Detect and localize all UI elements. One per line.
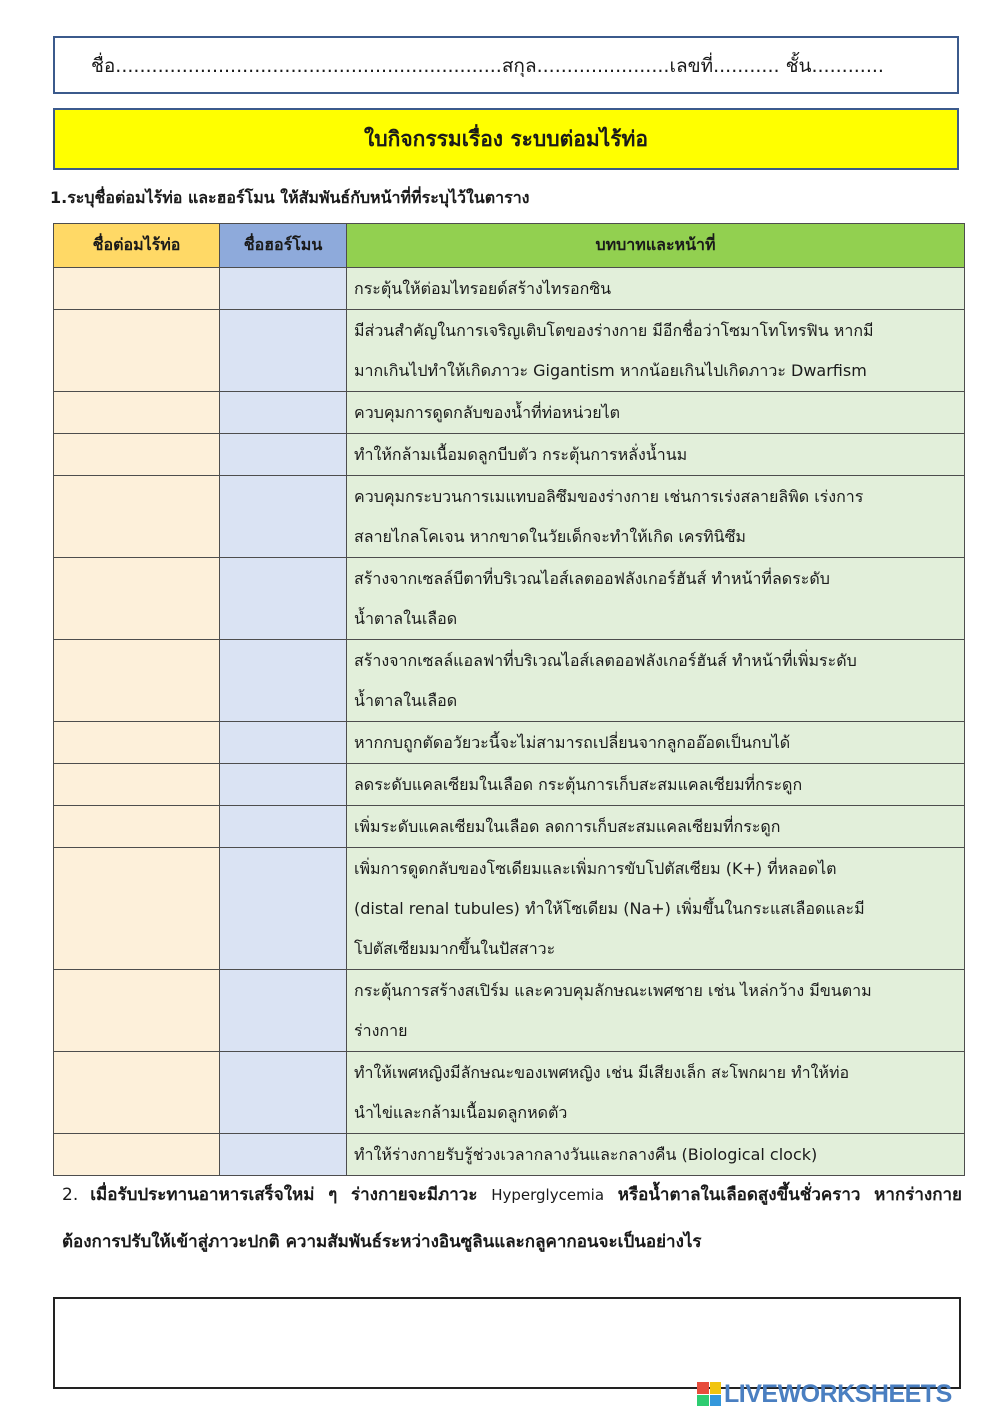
role-description (347, 970, 965, 1052)
header-hormone: ชื่อฮอร์โมน (220, 224, 347, 268)
role-description-line: สร้างจากเซลล์แอลฟาที่บริเวณไอส์เลตออฟลังเกอร์ฮันส์ ทำหน้าที่เพิ่มระดับ (354, 650, 857, 670)
table-row (54, 558, 965, 640)
gland-answer-cell[interactable] (54, 268, 220, 310)
hormone-answer-cell[interactable] (220, 722, 347, 764)
table-body (54, 268, 965, 1176)
role-description-line: สร้างจากเซลล์บีตาที่บริเวณไอส์เลตออฟลังเกอร์ฮันส์ ทำหน้าที่ลดระดับ (354, 568, 830, 588)
table-row (54, 722, 965, 764)
gland-answer-cell[interactable] (54, 1052, 220, 1134)
role-description (347, 558, 965, 640)
role-description-line: ร่างกาย (354, 1020, 408, 1040)
hormone-answer-cell[interactable] (220, 1134, 347, 1176)
table-row (54, 310, 965, 392)
role-description-line: หากกบถูกตัดอวัยวะนี้จะไม่สามารถเปลี่ยนจากลูกออ๊อดเป็นกบได้ (354, 732, 791, 752)
worksheet-title-text: ใบกิจกรรมเรื่อง ระบบต่อมไร้ท่อ (364, 127, 648, 151)
role-description-line: ทำให้เพศหญิงมีลักษณะของเพศหญิง เช่น มีเสียงเล็ก สะโพกผาย ทำให้ท่อ (354, 1062, 850, 1082)
hormone-table (53, 223, 965, 1176)
question-2 (62, 1172, 962, 1266)
table-row (54, 1134, 965, 1176)
gland-answer-cell[interactable] (54, 764, 220, 806)
role-description (347, 434, 965, 476)
role-description-line: กระตุ้นให้ต่อมไทรอยด์สร้างไทรอกซิน (354, 278, 612, 298)
question-2-part1: เมื่อรับประทานอาหารเสร็จใหม่ ๆ ร่างกายจะมีภาวะ (90, 1185, 478, 1205)
table-header-row (54, 224, 965, 268)
hormone-answer-cell[interactable] (220, 1052, 347, 1134)
role-description (347, 806, 965, 848)
table-row (54, 640, 965, 722)
role-description-line: ทำให้ร่างกายรับรู้ช่วงเวลากลางวันและกลางคืน (Biological clock) (354, 1144, 818, 1164)
table-row (54, 970, 965, 1052)
gland-answer-cell[interactable] (54, 806, 220, 848)
role-description-line: น้ำตาลในเลือด (354, 690, 458, 710)
gland-answer-cell[interactable] (54, 392, 220, 434)
hormone-answer-cell[interactable] (220, 764, 347, 806)
role-description-line: โปตัสเซียมมากขึ้นในปัสสาวะ (354, 938, 556, 958)
hormone-answer-cell[interactable] (220, 434, 347, 476)
student-info-text: ชื่อ................................................................สกุล......................เลขที่........... ชั้น............ (91, 55, 884, 77)
role-description (347, 476, 965, 558)
table-row (54, 764, 965, 806)
hormone-answer-cell[interactable] (220, 310, 347, 392)
role-description-line: เพิ่มการดูดกลับของโซเดียมและเพิ่มการขับโปตัสเซียม (K+) ที่หลอดไต (354, 858, 837, 878)
role-description-line: สลายไกลโคเจน หากขาดในวัยเด็กจะทำให้เกิด เครทินิซึม (354, 526, 746, 546)
role-description-line: ทำให้กล้ามเนื้อมดลูกบีบตัว กระตุ้นการหลั่งน้ำนม (354, 444, 688, 464)
logo-mark-icon (697, 1382, 721, 1406)
hormone-answer-cell[interactable] (220, 848, 347, 970)
role-description-line: ควบคุมการดูดกลับของน้ำที่ท่อหน่วยไต (354, 402, 621, 422)
role-description-line: ควบคุมกระบวนการเมแทบอลิซึมของร่างกาย เช่นการเร่งสลายลิพิด เร่งการ (354, 486, 864, 506)
question-2-number: 2. (62, 1185, 79, 1205)
gland-answer-cell[interactable] (54, 722, 220, 764)
role-description (347, 310, 965, 392)
role-description-line: (distal renal tubules) ทำให้โซเดียม (Na+) เพิ่มขึ้นในกระแสเลือดและมี (354, 898, 865, 918)
role-description-line: มากเกินไปทำให้เกิดภาวะ Gigantism หากน้อยเกินไปเกิดภาวะ Dwarfism (354, 360, 867, 380)
role-description-line: เพิ่มระดับแคลเซียมในเลือด ลดการเก็บสะสมแคลเซียมที่กระดูก (354, 816, 781, 836)
role-description (347, 722, 965, 764)
hormone-answer-cell[interactable] (220, 476, 347, 558)
header-role: บทบาทและหน้าที่ (347, 224, 965, 268)
hormone-answer-cell[interactable] (220, 806, 347, 848)
gland-answer-cell[interactable] (54, 1134, 220, 1176)
student-info-line (53, 36, 959, 94)
question-1: 1.ระบุชื่อต่อมไร้ท่อ และฮอร์โมน ให้สัมพันธ์กับหน้าที่ที่ระบุไว้ในตาราง (50, 188, 530, 207)
gland-answer-cell[interactable] (54, 558, 220, 640)
role-description-line: มีส่วนสำคัญในการเจริญเติบโตของร่างกาย มีอีกชื่อว่าโซมาโทโทรฟิน หากมี (354, 320, 874, 340)
gland-answer-cell[interactable] (54, 434, 220, 476)
hormone-answer-cell[interactable] (220, 970, 347, 1052)
role-description-line: กระตุ้นการสร้างสเปิร์ม และควบคุมลักษณะเพศชาย เช่น ไหล่กว้าง มีขนตาม (354, 980, 872, 1000)
gland-answer-cell[interactable] (54, 310, 220, 392)
role-description (347, 764, 965, 806)
role-description (347, 268, 965, 310)
gland-answer-cell[interactable] (54, 970, 220, 1052)
role-description (347, 640, 965, 722)
table-row (54, 476, 965, 558)
role-description (347, 392, 965, 434)
gland-answer-cell[interactable] (54, 640, 220, 722)
role-description-line: น้ำตาลในเลือด (354, 608, 458, 628)
role-description (347, 848, 965, 970)
logo-text: LIVEWORKSHEETS (724, 1379, 952, 1408)
question-2-part2: หรือน้ำตาลในเลือดสูงขึ้นชั่วคราว หากร่างกายต้องการปรับให้เข้าสู่ภาวะปกติ ความสัมพันธ์ระหว่างอินซูลินและกลูคากอนจะเป็นอย่างไร (62, 1185, 963, 1252)
header-gland: ชื่อต่อมไร้ท่อ (54, 224, 220, 268)
role-description (347, 1134, 965, 1176)
table-row (54, 848, 965, 970)
gland-answer-cell[interactable] (54, 476, 220, 558)
table-row (54, 806, 965, 848)
hormone-answer-cell[interactable] (220, 268, 347, 310)
table-row (54, 268, 965, 310)
hormone-answer-cell[interactable] (220, 558, 347, 640)
worksheet-title (53, 108, 959, 170)
table-row (54, 392, 965, 434)
role-description-line: ลดระดับแคลเซียมในเลือด กระตุ้นการเก็บสะสมแคลเซียมที่กระดูก (354, 774, 803, 794)
table-row (54, 434, 965, 476)
liveworksheets-logo (697, 1378, 952, 1410)
hormone-answer-cell[interactable] (220, 640, 347, 722)
gland-answer-cell[interactable] (54, 848, 220, 970)
question-2-term: Hyperglycemia (491, 1186, 605, 1204)
answer-box[interactable] (53, 1297, 961, 1389)
table-row (54, 1052, 965, 1134)
role-description-line: นำไข่และกล้ามเนื้อมดลูกหดตัว (354, 1102, 568, 1122)
hormone-answer-cell[interactable] (220, 392, 347, 434)
role-description (347, 1052, 965, 1134)
